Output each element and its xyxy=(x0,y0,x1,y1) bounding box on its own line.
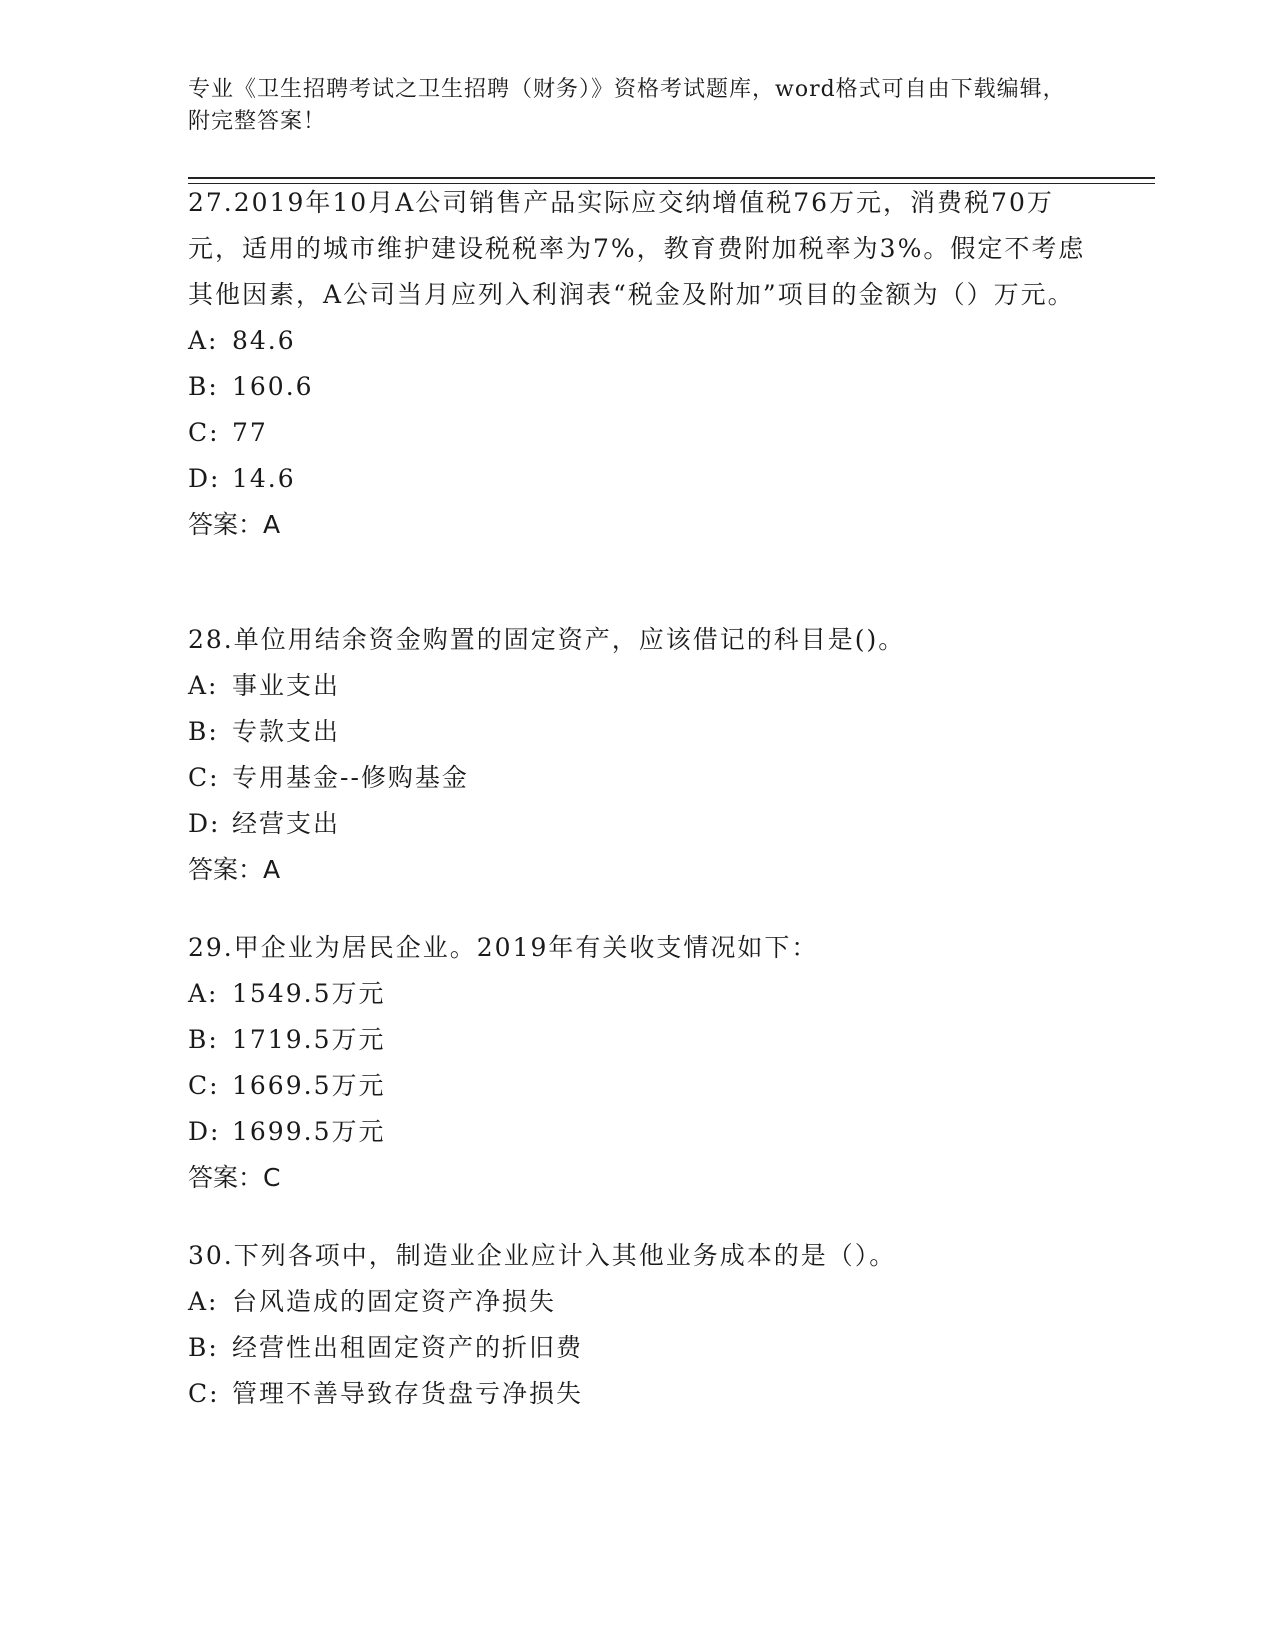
option-letter: A: xyxy=(188,671,219,700)
option-letter: D: xyxy=(188,1117,221,1146)
option-c xyxy=(188,410,1088,456)
option-letter: A: xyxy=(188,979,219,1008)
option-text: 专款支出 xyxy=(232,717,341,746)
option-letter: C: xyxy=(188,1071,220,1100)
option-a xyxy=(188,971,1088,1017)
option-text: 77 xyxy=(232,418,268,447)
option-text: 1669.5万元 xyxy=(232,1071,386,1100)
document-header: 专业《卫生招聘考试之卫生招聘（财务）》资格考试题库，word格式可自由下载编辑，附完整答案！ xyxy=(188,77,1066,134)
question-29 xyxy=(188,925,1088,1201)
option-a xyxy=(188,663,1088,709)
option-text: 事业支出 xyxy=(232,671,341,700)
option-text: 1699.5万元 xyxy=(232,1117,386,1146)
question-stem: 28.单位用结余资金购置的固定资产，应该借记的科目是()。 xyxy=(188,625,906,654)
option-a xyxy=(188,1279,1088,1325)
option-b xyxy=(188,1017,1088,1063)
option-c xyxy=(188,1371,1088,1417)
option-d xyxy=(188,1109,1088,1155)
option-letter: B: xyxy=(188,1333,219,1362)
option-text: 经营支出 xyxy=(232,809,341,838)
header-divider-thick xyxy=(188,177,1155,179)
option-b xyxy=(188,364,1088,410)
option-text: 1719.5万元 xyxy=(232,1025,386,1054)
option-letter: C: xyxy=(188,418,220,447)
option-c xyxy=(188,1063,1088,1109)
option-d xyxy=(188,801,1088,847)
option-text: 专用基金--修购基金 xyxy=(232,763,469,792)
option-text: 台风造成的固定资产净损失 xyxy=(232,1287,557,1316)
option-letter: C: xyxy=(188,763,220,792)
option-b xyxy=(188,709,1088,755)
option-letter: D: xyxy=(188,464,221,493)
answer-line: 答案：C xyxy=(188,1163,281,1192)
option-letter: B: xyxy=(188,372,219,401)
option-text: 1549.5万元 xyxy=(232,979,386,1008)
option-text: 管理不善导致存货盘亏净损失 xyxy=(232,1379,584,1408)
option-b xyxy=(188,1325,1088,1371)
option-c xyxy=(188,755,1088,801)
option-letter: D: xyxy=(188,809,221,838)
answer-line: 答案：A xyxy=(188,855,281,884)
option-a xyxy=(188,318,1088,364)
option-text: 160.6 xyxy=(232,372,314,401)
option-letter: C: xyxy=(188,1379,220,1408)
answer-line: 答案：A xyxy=(188,510,281,539)
question-stem: 27.2019年10月A公司销售产品实际应交纳增值税76万元，消费税70万元，适用的城市维护建设税税率为7%，教育费附加税率为3%。假定不考虑其他因素，A公司当月应列入利润表“税金及附加”项目的金额为（）万元。 xyxy=(188,188,1086,309)
option-text: 84.6 xyxy=(232,326,296,355)
question-30 xyxy=(188,1233,1088,1417)
option-text: 经营性出租固定资产的折旧费 xyxy=(232,1333,584,1362)
option-letter: A: xyxy=(188,326,219,355)
option-letter: B: xyxy=(188,1025,219,1054)
question-stem: 29.甲企业为居民企业。2019年有关收支情况如下： xyxy=(188,933,819,962)
question-27 xyxy=(188,180,1088,548)
option-d xyxy=(188,456,1088,502)
option-letter: B: xyxy=(188,717,219,746)
question-stem: 30.下列各项中，制造业企业应计入其他业务成本的是（）。 xyxy=(188,1241,897,1270)
option-text: 14.6 xyxy=(232,464,296,493)
question-28 xyxy=(188,617,1088,893)
option-letter: A: xyxy=(188,1287,219,1316)
